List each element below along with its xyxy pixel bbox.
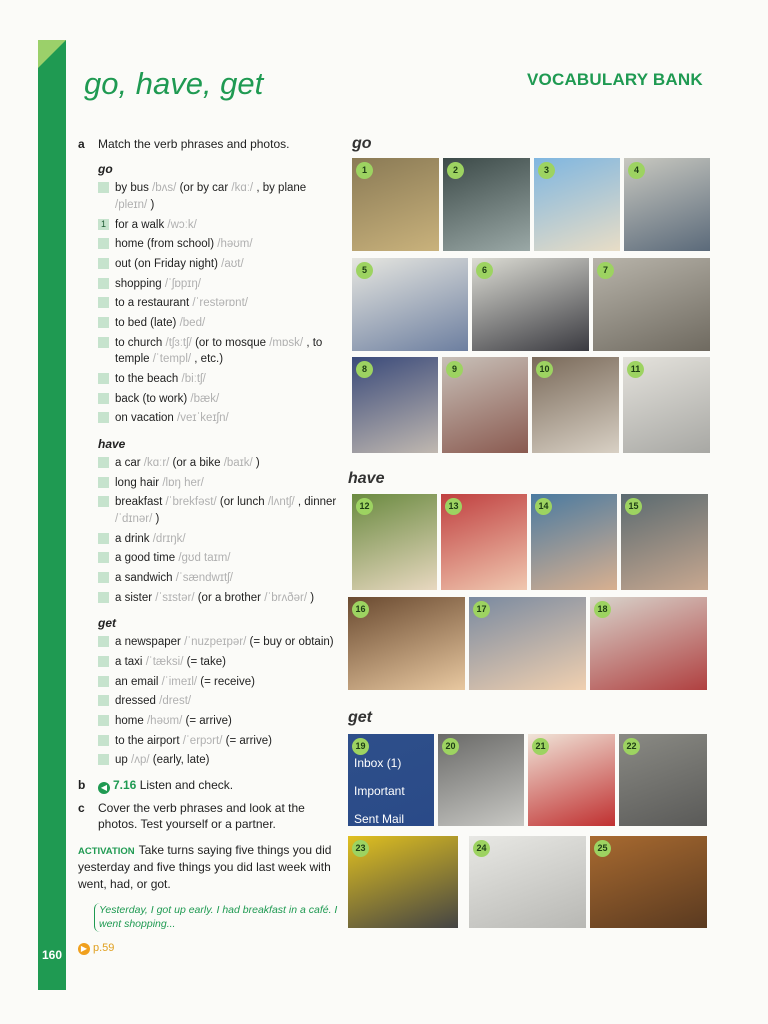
phrase-part: ): [155, 512, 160, 525]
phonetic: /ʌp/: [131, 754, 150, 767]
phrase-text: [115, 570, 233, 587]
answer-box[interactable]: [98, 373, 109, 384]
exercise-column: [78, 136, 340, 955]
photo-number-badge: 17: [473, 601, 490, 618]
phrase-text: [115, 371, 206, 388]
phonetic: /lɒŋ her/: [162, 476, 204, 489]
phrase-text: [115, 733, 272, 750]
phrase-item: [98, 256, 340, 273]
phonetic: /ˈtæksi/: [145, 655, 184, 668]
phrase-part: an email: [115, 675, 159, 688]
phrase-item: [98, 236, 340, 253]
phrase-text: [115, 531, 186, 548]
photo-number-badge: 20: [442, 738, 459, 755]
task-text: Listen and check.: [139, 778, 234, 792]
answer-box[interactable]: [98, 297, 109, 308]
phonetic: /ˈimeɪl/: [161, 675, 198, 688]
photo-number-badge: 14: [535, 498, 552, 515]
group-heading: get: [98, 616, 116, 631]
answer-box[interactable]: [98, 278, 109, 289]
phrase-text: [115, 550, 231, 567]
photo-number-badge: 8: [356, 361, 373, 378]
phrase-part: (= arrive): [225, 734, 272, 747]
photo-number-badge: 13: [445, 498, 462, 515]
phonetic: /gʊd taɪm/: [178, 552, 231, 565]
photo-number-badge: 22: [623, 738, 640, 755]
photo-number-badge: 23: [352, 840, 369, 857]
phrase-text: [115, 494, 340, 527]
phonetic: /kɑː/: [231, 182, 254, 195]
answer-box[interactable]: [98, 533, 109, 544]
phrase-part: dressed: [115, 695, 156, 708]
task-letter: b: [78, 778, 86, 792]
phrase-text: [115, 335, 340, 368]
mailbox-label: Inbox (1): [354, 756, 402, 770]
phonetic: /ˈbrekfəst/: [165, 496, 217, 509]
answer-box[interactable]: [98, 477, 109, 488]
phrase-part: long hair: [115, 476, 160, 489]
phrase-item: [98, 550, 340, 567]
group-heading: go: [98, 162, 113, 177]
photo-22: [619, 734, 707, 826]
phrase-text: [115, 236, 253, 253]
phonetic: /drest/: [159, 695, 192, 708]
phonetic: /drɪŋk/: [152, 532, 186, 545]
phrase-part: (= arrive): [185, 714, 232, 727]
phrase-part: a taxi: [115, 655, 143, 668]
mailbox-label: Important: [354, 784, 405, 798]
photo-number-badge: 9: [446, 361, 463, 378]
photo-number-badge: 4: [628, 162, 645, 179]
phrase-text: [115, 315, 205, 332]
phrase-part: shopping: [115, 277, 162, 290]
phrase-part: up: [115, 754, 128, 767]
photo-4: [624, 158, 710, 251]
photo-number-badge: 1: [356, 162, 373, 179]
phrase-text: [115, 634, 334, 651]
photo-2: [443, 158, 530, 251]
photos-get-heading: get: [348, 709, 372, 726]
audio-icon[interactable]: ◀: [98, 782, 110, 794]
task-c: [78, 800, 340, 832]
page-reference[interactable]: [78, 942, 340, 955]
phrase-part: a drink: [115, 532, 150, 545]
phrase-groups: [78, 162, 340, 769]
photo-24: [469, 836, 586, 928]
phrase-part: a sister: [115, 591, 153, 604]
photo-1: [352, 158, 439, 251]
phrase-part: ): [150, 198, 155, 211]
phonetic: /bed/: [179, 316, 206, 329]
phrase-text: [115, 180, 340, 213]
photo-14: [531, 494, 617, 590]
photo-number-badge: 3: [538, 162, 555, 179]
phrase-item: [98, 371, 340, 388]
phrase-part: (or lunch: [219, 496, 265, 509]
phonetic: /bʌs/: [152, 182, 177, 195]
photo-16: [348, 597, 465, 690]
answer-box[interactable]: [98, 337, 109, 348]
phrase-part: back (to work): [115, 392, 188, 405]
section-title: VOCABULARY BANK: [527, 70, 703, 89]
phrase-part: for a walk: [115, 218, 165, 231]
photo-number-badge: 16: [352, 601, 369, 618]
phonetic: /bæk/: [190, 392, 220, 405]
answer-box[interactable]: [98, 636, 109, 647]
mailbox-label: Sent Mail: [354, 812, 405, 826]
phonetic: /ˈsændwɪtʃ/: [175, 571, 233, 584]
phonetic: /lʌntʃ/: [267, 496, 295, 509]
phrase-part: (or by car: [179, 182, 229, 195]
phrase-item: [98, 674, 340, 691]
arrow-icon: ▶: [78, 943, 90, 955]
task-a: [78, 136, 340, 152]
phrase-item: [98, 180, 340, 213]
phrase-part: , dinner: [297, 496, 337, 509]
phrase-text: [115, 276, 201, 293]
phrase-part: to bed (late): [115, 316, 177, 329]
phrase-text: [115, 693, 191, 710]
answer-box[interactable]: [98, 754, 109, 765]
photo-number-badge: 6: [476, 262, 493, 279]
phonetic: /veɪˈkeɪʃn/: [177, 412, 229, 425]
photos-go-heading: go: [352, 135, 372, 152]
phonetic: /həʊm/: [217, 238, 253, 251]
phonetic: /ˈsɪstər/: [155, 591, 195, 604]
photo-20: [438, 734, 524, 826]
photo-9: [442, 357, 528, 453]
phrase-item: [98, 391, 340, 408]
phrase-text: [115, 391, 219, 408]
photo-6: [472, 258, 589, 351]
page-sidebar-band: [38, 40, 66, 990]
task-letter: a: [78, 137, 85, 151]
phrase-part: , by plane: [256, 182, 307, 195]
photo-number-badge: 12: [356, 498, 373, 515]
phrase-part: to the beach: [115, 372, 179, 385]
phrase-text: [115, 674, 255, 691]
phrase-part: a car: [115, 456, 141, 469]
answer-box[interactable]: [98, 258, 109, 269]
phrase-text: [115, 455, 260, 472]
answer-box[interactable]: [98, 735, 109, 746]
photos-have-heading: have: [348, 470, 385, 487]
phonetic: /baɪk/: [223, 456, 253, 469]
phrase-part: a sandwich: [115, 571, 173, 584]
phonetic: /ˈʃɒpɪŋ/: [164, 277, 201, 290]
phrase-text: [115, 256, 244, 273]
phonetic: /ˈbrʌðər/: [264, 591, 308, 604]
photo-17: [469, 597, 586, 690]
photo-5: [352, 258, 468, 351]
photo-number-badge: 15: [625, 498, 642, 515]
answer-box[interactable]: [98, 317, 109, 328]
phrase-item: [98, 295, 340, 312]
photo-12: [352, 494, 437, 590]
phrase-text: [115, 752, 209, 769]
answer-box[interactable]: [98, 715, 109, 726]
photo-11: [623, 357, 710, 453]
answer-box[interactable]: [98, 592, 109, 603]
phrase-part: home: [115, 714, 144, 727]
phrase-part: ): [255, 456, 260, 469]
phrase-item: [98, 315, 340, 332]
phonetic: /mɒsk/: [269, 336, 304, 349]
phrase-item: [98, 752, 340, 769]
phrase-item: [98, 531, 340, 548]
phrase-text: [115, 410, 229, 427]
phrase-part: out (on Friday night): [115, 257, 218, 270]
photo-number-badge: 5: [356, 262, 373, 279]
phrase-part: to the airport: [115, 734, 180, 747]
photo-13: [441, 494, 527, 590]
audio-code[interactable]: 7.16: [113, 778, 137, 792]
answer-box[interactable]: [98, 412, 109, 423]
phonetic: /kɑːr/: [143, 456, 170, 469]
phrase-part: (or a brother: [197, 591, 261, 604]
answer-box[interactable]: [98, 182, 109, 193]
phrase-text: [115, 217, 197, 234]
phonetic: /həʊm/: [146, 714, 183, 727]
photo-8: [352, 357, 438, 453]
phonetic: /pleɪn/: [115, 198, 148, 211]
answer-box[interactable]: [98, 496, 109, 507]
phrase-part: home (from school): [115, 238, 215, 251]
photo-18: [590, 597, 707, 690]
phrase-item: [98, 634, 340, 651]
photo-10: [532, 357, 619, 453]
answer-box[interactable]: [98, 238, 109, 249]
phonetic: /ˈerpɔrt/: [182, 734, 223, 747]
phrase-item: [98, 693, 340, 710]
group-heading: have: [98, 436, 126, 451]
phrase-part: by bus: [115, 182, 149, 195]
phonetic: /ˈnuzpeɪpər/: [184, 636, 247, 649]
phrase-part: (early, late): [152, 754, 210, 767]
sidebar-notch: [38, 40, 66, 68]
phrase-item: [98, 276, 340, 293]
phonetic: /ˈrestərɒnt/: [192, 297, 248, 310]
answer-box[interactable]: [98, 695, 109, 706]
phrase-part: , to temple: [115, 336, 323, 366]
task-letter: c: [78, 801, 85, 815]
phonetic: /tʃɜːtʃ/: [165, 336, 192, 349]
phrase-item: [98, 590, 340, 607]
phrase-part: ): [310, 591, 315, 604]
phrase-item: [98, 570, 340, 587]
photo-number-badge: 11: [627, 361, 644, 378]
phrase-part: to a restaurant: [115, 297, 190, 310]
phrase-item: [98, 335, 340, 368]
phrase-part: , etc.): [194, 353, 224, 366]
photo-3: [534, 158, 620, 251]
answer-box[interactable]: [98, 572, 109, 583]
phrase-part: breakfast: [115, 496, 163, 509]
answer-box[interactable]: [98, 656, 109, 667]
phonetic: /wɔːk/: [167, 218, 197, 231]
photo-number-badge: 21: [532, 738, 549, 755]
photo-7: [593, 258, 710, 351]
answer-box[interactable]: [98, 676, 109, 687]
phrase-item: [98, 494, 340, 527]
phonetic: /ˈtempl/: [152, 353, 192, 366]
activation-label: ACTIVATION: [78, 846, 135, 858]
photo-number-badge: 18: [594, 601, 611, 618]
phrase-text: [115, 295, 248, 312]
phrase-part: (or a bike: [172, 456, 221, 469]
phrase-text: [115, 590, 314, 607]
phrase-text: [115, 654, 226, 671]
phrase-item: [98, 733, 340, 750]
photo-number-badge: 25: [594, 840, 611, 857]
task-instruction: Match the verb phrases and photos.: [98, 137, 290, 151]
photo-number-badge: 2: [447, 162, 464, 179]
phrase-item: [98, 654, 340, 671]
phonetic: /biːtʃ/: [181, 372, 206, 385]
phrase-text: [115, 713, 232, 730]
photo-21: [528, 734, 615, 826]
photo-number-badge: 7: [597, 262, 614, 279]
photo-19: [348, 734, 434, 826]
activation-text: Take turns saying five things you did yesterday and five things you did last week with went, had, or got.: [78, 843, 332, 891]
phonetic: /ˈdɪnər/: [115, 512, 153, 525]
phrase-part: a good time: [115, 552, 176, 565]
photo-number-badge: 19: [352, 738, 369, 755]
activation-block: [78, 842, 340, 892]
phrase-item: [98, 217, 340, 234]
answer-box[interactable]: [98, 552, 109, 563]
photo-number-badge: 10: [536, 361, 553, 378]
phrase-part: (= take): [186, 655, 226, 668]
phonetic: /aʊt/: [221, 257, 244, 270]
task-b: [78, 777, 340, 794]
photo-23: [348, 836, 458, 928]
answer-box[interactable]: [98, 393, 109, 404]
phrase-item: [98, 713, 340, 730]
answer-box[interactable]: [98, 457, 109, 468]
phrase-part: (= buy or obtain): [249, 636, 334, 649]
photo-25: [590, 836, 707, 928]
page-title: go, have, get: [84, 66, 264, 101]
task-text: Cover the verb phrases and look at the photos. Test yourself or a partner.: [98, 801, 305, 832]
photo-number-badge: 24: [473, 840, 490, 857]
photo-15: [621, 494, 708, 590]
page-number: 160: [41, 948, 63, 962]
phrase-part: on vacation: [115, 412, 174, 425]
page-ref-text[interactable]: p.59: [93, 942, 115, 955]
phrase-part: (= receive): [200, 675, 255, 688]
answer-box[interactable]: 1: [98, 219, 109, 230]
phrase-part: to church: [115, 336, 163, 349]
phrase-part: a newspaper: [115, 636, 181, 649]
phrase-item: [98, 410, 340, 427]
phrase-item: [98, 475, 340, 492]
phrase-text: [115, 475, 204, 492]
example-speech: Yesterday, I got up early. I had breakfast in a café. I went shopping...: [94, 903, 340, 932]
phrase-item: [98, 455, 340, 472]
phrase-part: (or to mosque: [195, 336, 267, 349]
